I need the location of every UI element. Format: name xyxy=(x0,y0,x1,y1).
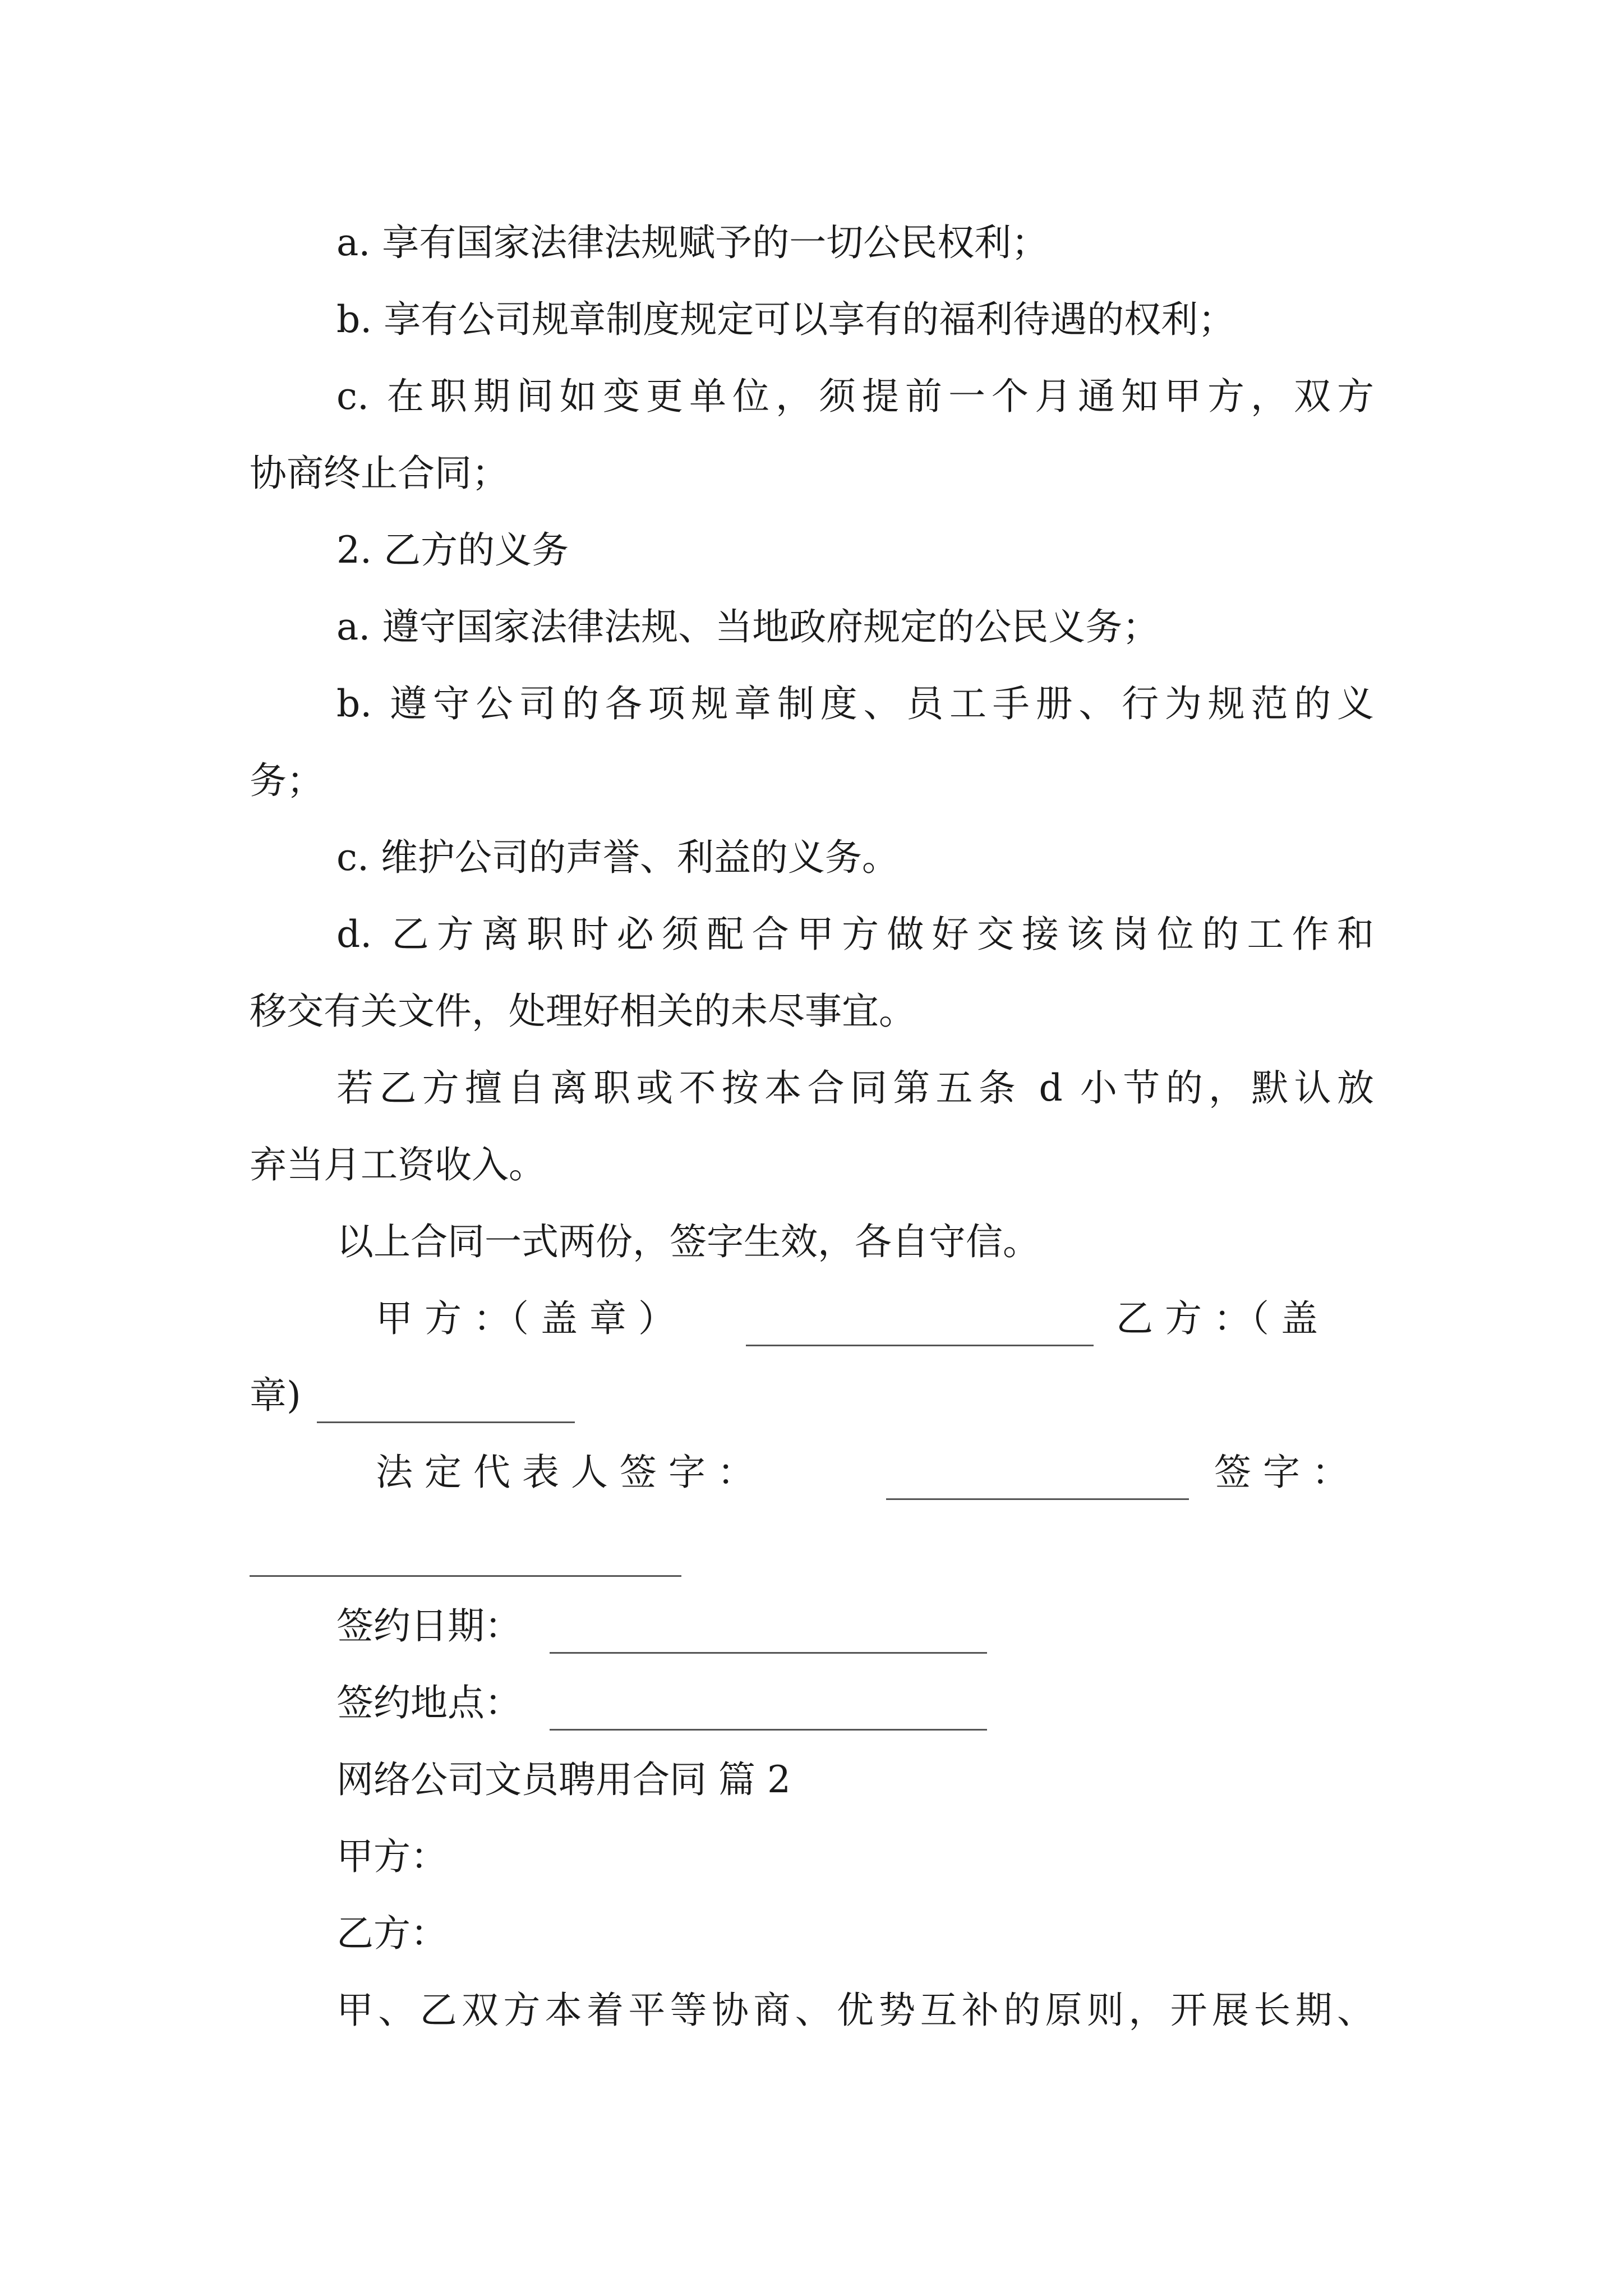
clause-resignation-line2: 弃当月工资收入。 xyxy=(250,1143,546,1186)
right-item-a: a. 享有国家法律法规赋予的一切公民权利； xyxy=(336,221,1049,264)
right-item-c-line2: 协商终止合同； xyxy=(250,452,509,495)
duty-item-b-line2: 务； xyxy=(250,759,324,802)
right-item-c-line1: c. 在职期间如变更单位，须提前一个月通知甲方，双方 xyxy=(336,375,1374,418)
signing-date-label: 签约日期： xyxy=(336,1604,522,1648)
duty-item-a: a. 遵守国家法律法规、当地政府规定的公民义务； xyxy=(336,605,1160,648)
duty-item-b-line1: b. 遵守公司的各项规章制度、员工手册、行为规范的义 xyxy=(336,682,1374,725)
section-heading-obligations: 2. 乙方的义务 xyxy=(336,528,569,572)
signature-party-b-blank xyxy=(317,1388,575,1423)
duty-item-d-line1: d. 乙方离职时必须配合甲方做好交接该岗位的工作和 xyxy=(336,913,1374,956)
signing-place-blank xyxy=(550,1695,987,1731)
signature-label: 签 字 ： xyxy=(1214,1451,1349,1494)
signature-party-b-label-cont: 章) xyxy=(250,1374,301,1417)
clause-copies: 以上合同一式两份，签字生效，各自守信。 xyxy=(336,1220,1040,1263)
signature-party-a-label: 甲 方 ：（ 盖 章 ） xyxy=(376,1297,675,1340)
contract-2-party-b: 乙方： xyxy=(336,1912,448,1955)
contract-2-intro-line1: 甲、乙双方本着平等协商、优势互补的原则，开展长期、 xyxy=(336,1989,1374,2032)
signature-blank xyxy=(250,1542,681,1577)
duty-item-d-line2: 移交有关文件，处理好相关的未尽事宜。 xyxy=(250,990,916,1033)
contract-2-title: 网络公司文员聘用合同 篇 2 xyxy=(336,1758,791,1801)
signature-party-b-label: 乙 方 ：（ 盖 xyxy=(1116,1297,1318,1340)
representative-signature-label: 法 定 代 表 人 签 字 ： xyxy=(376,1451,754,1494)
contract-2-party-a: 甲方： xyxy=(336,1835,448,1878)
right-item-b: b. 享有公司规章制度规定可以享有的福利待遇的权利； xyxy=(336,298,1235,341)
signing-place-label: 签约地点： xyxy=(336,1681,522,1724)
representative-signature-blank xyxy=(886,1465,1189,1500)
signing-date-blank xyxy=(550,1618,987,1654)
signature-party-a-blank xyxy=(746,1311,1094,1346)
duty-item-c: c. 维护公司的声誉、利益的义务。 xyxy=(336,836,899,879)
clause-resignation-line1: 若乙方擅自离职或不按本合同第五条 d 小节的，默认放 xyxy=(336,1066,1374,1110)
